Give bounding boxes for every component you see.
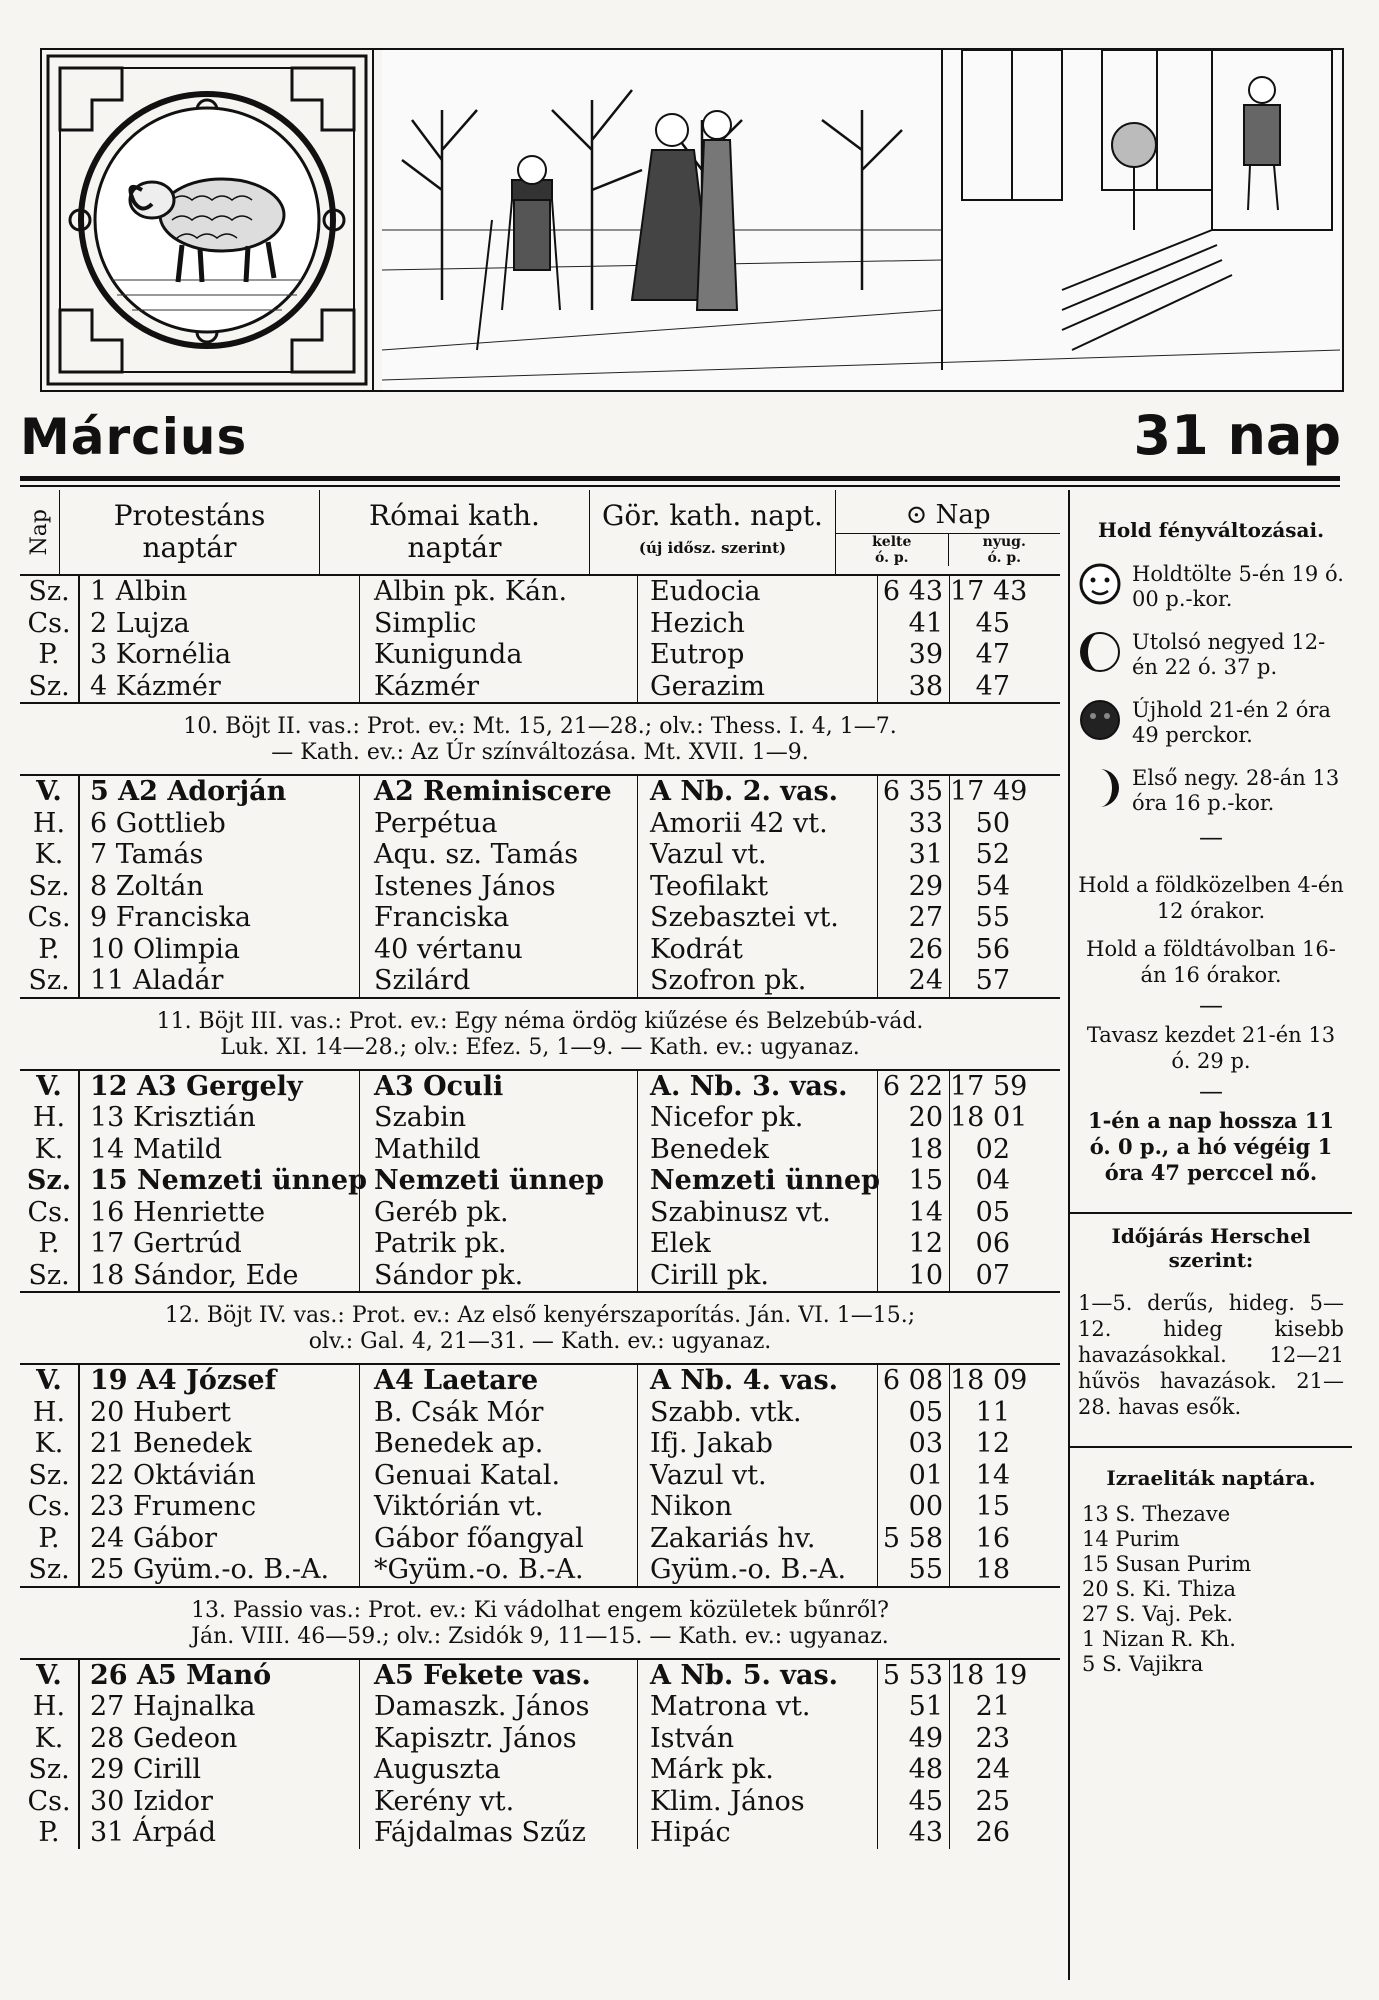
header-day: Nap (20, 490, 60, 574)
note-line: Ján. VIII. 46—59.; olv.: Zsidók 9, 11—15. — Kath. ev.: ugyanaz. (191, 1623, 889, 1649)
moon-phases-list (1070, 554, 1352, 826)
moon-phase-item (1070, 758, 1352, 826)
cell-r: Szilárd (360, 965, 638, 997)
cell-r: Viktórián vt. (360, 1491, 638, 1523)
cell-k: 31 (878, 839, 950, 871)
moon-phases-title: Hold fényváltozásai. (1097, 518, 1325, 542)
cell-r: *Gyüm.-o. B.-A. (360, 1554, 638, 1586)
cell-n: 17 59 (950, 1070, 1028, 1102)
cell-k: 5 58 (878, 1523, 950, 1555)
cell-n: 14 (975, 1459, 1010, 1491)
israel-calendar-title: Izraeliták naptára. (1106, 1466, 1316, 1490)
cell-g: Teofilakt (638, 871, 878, 903)
cell-n: 11 (975, 1396, 1010, 1428)
cell-d: P. (20, 1817, 80, 1849)
cell-g: Hezich (638, 608, 878, 640)
cell-d: H. (20, 1691, 80, 1723)
cell-g: Szebasztei vt. (638, 902, 878, 934)
list-item: 1 Nizan R. Kh. (1082, 1627, 1236, 1651)
cell-r: Gábor főangyal (360, 1523, 638, 1555)
calendar-table (20, 490, 1060, 1849)
cell-d: Sz. (20, 1754, 80, 1786)
cell-d: Sz. (20, 576, 80, 608)
full-moon-icon (1078, 562, 1122, 606)
cell-g: A Nb. 4. vas. (638, 1365, 878, 1397)
cell-r: Szabin (360, 1102, 638, 1134)
cell-p: 6 Gottlieb (80, 808, 360, 840)
table-row (20, 1365, 1060, 1397)
cell-d: V. (20, 1660, 80, 1692)
cell-r: A3 Oculi (360, 1071, 638, 1103)
cell-d: Cs. (20, 1491, 80, 1523)
cell-p: 26 A5 Manó (80, 1660, 360, 1692)
cell-n: 18 (975, 1554, 1010, 1585)
cell-n: 23 (975, 1722, 1010, 1754)
list-item: 13 S. Thezave (1082, 1502, 1231, 1526)
cell-d: Sz. (20, 965, 80, 997)
israel-calendar-list (1070, 1502, 1352, 1677)
cell-d: Cs. (20, 608, 80, 640)
cell-g: Nikon (638, 1491, 878, 1523)
apogee-text: Hold a földtávolban 16-án 16 órakor. (1086, 937, 1336, 987)
cell-p: 22 Oktávián (80, 1460, 360, 1492)
cell-n: 57 (975, 965, 1010, 996)
note-line: 13. Passio vas.: Prot. ev.: Ki vádolhat engem közületek bűnről? (191, 1597, 889, 1623)
ram-icon (42, 50, 372, 390)
cell-p: 14 Matild (80, 1134, 360, 1166)
cell-p: 8 Zoltán (80, 871, 360, 903)
moon-phase-item (1070, 554, 1352, 622)
first-quarter-icon (1078, 766, 1122, 810)
cell-p: 17 Gertrúd (80, 1228, 360, 1260)
cell-p: 10 Olimpia (80, 934, 360, 966)
header-greek: Gör. kath. napt. (új idősz. szerint) (590, 490, 836, 574)
table-row (20, 1554, 1060, 1586)
cell-g: Szabinusz vt. (638, 1197, 878, 1229)
table-row (20, 839, 1060, 871)
cell-r: Perpétua (360, 808, 638, 840)
cell-n: 07 (975, 1259, 1010, 1291)
cell-d: V. (20, 776, 80, 808)
cell-g: Cirill pk. (638, 1260, 878, 1292)
cell-p: 28 Gedeon (80, 1723, 360, 1755)
cell-k: 20 (878, 1102, 950, 1134)
cell-g: Márk pk. (638, 1754, 878, 1786)
table-row (20, 965, 1060, 997)
table-row (20, 1754, 1060, 1786)
cell-g: Eutrop (638, 639, 878, 671)
spring-text: Tavasz kezdet 21-én 13 ó. 29 p. (1086, 1023, 1336, 1073)
cell-g: Szabb. vtk. (638, 1397, 878, 1429)
cell-r: Kapisztr. János (360, 1723, 638, 1755)
cell-g: Amorii 42 vt. (638, 808, 878, 840)
cell-r: Genuai Katal. (360, 1460, 638, 1492)
header-sun: ⊙ Nap kelte ó. p. nyug. ó. p. (836, 490, 1060, 574)
cell-n: 12 (975, 1428, 1010, 1459)
table-row (20, 934, 1060, 966)
cell-g: Vazul vt. (638, 1460, 878, 1492)
cell-r: A2 Reminiscere (360, 776, 638, 808)
cell-r: Nemzeti ünnep (360, 1165, 638, 1197)
table-row (20, 1817, 1060, 1849)
cell-k: 39 (878, 639, 950, 671)
cell-k: 05 (878, 1397, 950, 1429)
cell-p: 1 Albin (80, 576, 360, 608)
cell-n: 26 (975, 1817, 1010, 1848)
cell-d: V. (20, 1365, 80, 1397)
cell-p: 25 Gyüm.-o. B.-A. (80, 1554, 360, 1586)
cell-d: K. (20, 1428, 80, 1460)
cell-k: 38 (878, 671, 950, 703)
list-item: 27 S. Vaj. Pek. (1082, 1602, 1234, 1626)
table-row (20, 1228, 1060, 1260)
table-row (20, 639, 1060, 671)
cell-g: A Nb. 2. vas. (638, 776, 878, 808)
cell-g: Gyüm.-o. B.-A. (638, 1554, 878, 1586)
cell-g: Gerazim (638, 671, 878, 703)
cell-d: Cs. (20, 902, 80, 934)
cell-n: 05 (975, 1196, 1010, 1228)
cell-p: 29 Cirill (80, 1754, 360, 1786)
cell-k: 49 (878, 1723, 950, 1755)
list-item: 14 Purim (1082, 1527, 1180, 1551)
sunday-reading-note (20, 1588, 1060, 1660)
cell-n: 50 (975, 807, 1010, 839)
table-row (20, 1491, 1060, 1523)
cell-p: 3 Kornélia (80, 639, 360, 671)
last-quarter-icon (1078, 630, 1122, 674)
cell-p: 18 Sándor, Ede (80, 1260, 360, 1292)
note-line: olv.: Gal. 4, 21—31. — Kath. ev.: ugyanaz. (308, 1329, 772, 1354)
sidebar: Hold fényváltozásai. Holdtölte 5-én 19 ó. 00 p.-kor. Utolsó negyed 12-én 22 ó. 37 p. Újhold 21-én 2 óra 49 perckor. Első negy. 28-án 13 óra 16 p.-kor. — Hold a földközelben 4-én 12 órakor. Hold a földtávolban 16-án 16 órakor. — Tavasz kezdet 21-én 13 ó. 29 p. — 1-én a nap hossza 11 ó. 0 p., a hó végéig 1 óra 47 perccel nő. Időjárás Herschel szerint: 1—5. derűs, hideg. 5—12. hideg kisebb havazásokkal. 12—21 hűvös havazások. 21—28. havas esők. Izraeliták naptára. 13 S. Thezave 14 Purim 15 Susan Purim 20 S. Ki. Thiza 27 S. Vaj. Pek. 1 Nizan R. Kh. 5 S. Vajikra (1068, 490, 1352, 1980)
cell-g: Klim. János (638, 1786, 878, 1818)
days-count: 31 nap (1133, 404, 1341, 467)
cell-d: H. (20, 1102, 80, 1134)
table-row (20, 1397, 1060, 1429)
table-row (20, 1165, 1060, 1197)
cell-p: 31 Árpád (80, 1817, 360, 1849)
table-row (20, 1723, 1060, 1755)
table-row (20, 902, 1060, 934)
cell-k: 33 (878, 808, 950, 840)
cell-r: Simplic (360, 608, 638, 640)
cell-d: Cs. (20, 1197, 80, 1229)
table-row (20, 871, 1060, 903)
table-row (20, 1523, 1060, 1555)
divider (20, 476, 1340, 481)
cell-n: 02 (975, 1133, 1010, 1165)
cell-r: Kerény vt. (360, 1786, 638, 1818)
cell-d: Cs. (20, 1786, 80, 1818)
cell-n: 17 43 (950, 576, 1028, 607)
note-line: 11. Böjt III. vas.: Prot. ev.: Egy néma ördög kiűzése és Belzebúb-vád. (156, 1008, 924, 1034)
sun-icon: ⊙ (905, 499, 928, 530)
header-catholic: Római kath. naptár (320, 490, 590, 574)
cell-n: 15 (975, 1491, 1010, 1522)
cell-k: 51 (878, 1691, 950, 1723)
table-header (20, 490, 1060, 576)
cell-d: Sz. (20, 1554, 80, 1586)
table-row (20, 1691, 1060, 1723)
cell-p: 19 A4 József (80, 1365, 360, 1397)
cell-k: 15 (878, 1165, 950, 1197)
weather-text: 1—5. derűs, hideg. 5—12. hideg kisebb havazásokkal. 12—21 hűvös havazások. 21—28. havas esők. (1078, 1291, 1344, 1419)
note-line: 10. Böjt II. vas.: Prot. ev.: Mt. 15, 21—28.; olv.: Thess. I. 4, 1—7. (183, 714, 897, 739)
table-row (20, 576, 1060, 608)
table-row (20, 1786, 1060, 1818)
header-illustration (40, 48, 1344, 392)
cell-n: 55 (975, 902, 1010, 933)
week-block (20, 1365, 1060, 1588)
sunday-reading-note (20, 999, 1060, 1071)
sunday-reading-note (20, 1293, 1060, 1365)
cell-p: 11 Aladár (80, 965, 360, 997)
cell-k: 6 22 (878, 1071, 950, 1103)
note-line: 12. Böjt IV. vas.: Prot. ev.: Az első kenyérszaporítás. Ján. VI. 1—15.; (164, 1303, 916, 1328)
cell-p: 24 Gábor (80, 1523, 360, 1555)
cell-g: Ifj. Jakab (638, 1428, 878, 1460)
cell-p: 23 Frumenc (80, 1491, 360, 1523)
cell-d: P. (20, 639, 80, 671)
week-block (20, 576, 1060, 704)
table-row (20, 1134, 1060, 1166)
cell-n: 18 01 (950, 1102, 1028, 1133)
cell-k: 01 (878, 1460, 950, 1492)
cell-r: Istenes János (360, 871, 638, 903)
week-block (20, 1660, 1060, 1849)
week-block (20, 1071, 1060, 1294)
weeks-container (20, 576, 1060, 1849)
cell-d: Sz. (20, 1165, 80, 1197)
cell-r: 40 vértanu (360, 934, 638, 966)
moon-phase-item (1070, 622, 1352, 690)
cell-k: 03 (878, 1428, 950, 1460)
table-row (20, 776, 1060, 808)
table-row (20, 808, 1060, 840)
cell-r: Kunigunda (360, 639, 638, 671)
cell-n: 25 (975, 1785, 1010, 1817)
cell-g: István (638, 1723, 878, 1755)
cell-r: Aqu. sz. Tamás (360, 839, 638, 871)
table-row (20, 1460, 1060, 1492)
cell-k: 5 53 (878, 1660, 950, 1692)
cell-p: 21 Benedek (80, 1428, 360, 1460)
cell-d: Sz. (20, 1460, 80, 1492)
cell-n: 17 49 (950, 776, 1028, 807)
cell-g: Nemzeti ünnep (638, 1165, 878, 1197)
cell-g: Szofron pk. (638, 965, 878, 997)
divider (20, 485, 1340, 487)
cell-d: Sz. (20, 1260, 80, 1292)
cell-r: A5 Fekete vas. (360, 1660, 638, 1692)
cell-n: 18 09 (950, 1365, 1028, 1396)
cell-g: Benedek (638, 1134, 878, 1166)
new-moon-icon (1078, 698, 1122, 742)
table-row (20, 1660, 1060, 1692)
cell-p: 7 Tamás (80, 839, 360, 871)
daylength-text: 1-én a nap hossza 11 ó. 0 p., a hó végéig 1 óra 47 perccel nő. (1087, 1108, 1335, 1185)
cell-n: 47 (975, 639, 1010, 670)
cell-p: 13 Krisztián (80, 1102, 360, 1134)
list-item: 15 Susan Purim (1082, 1552, 1252, 1576)
cell-p: 2 Lujza (80, 608, 360, 640)
cell-n: 04 (975, 1165, 1010, 1196)
table-row (20, 1428, 1060, 1460)
table-row (20, 1197, 1060, 1229)
cell-g: A. Nb. 3. vas. (638, 1071, 878, 1103)
cell-g: Nicefor pk. (638, 1102, 878, 1134)
cell-g: Matrona vt. (638, 1691, 878, 1723)
cell-p: 4 Kázmér (80, 671, 360, 703)
cell-d: K. (20, 839, 80, 871)
cell-g: A Nb. 5. vas. (638, 1660, 878, 1692)
cell-d: K. (20, 1134, 80, 1166)
ram-emblem (42, 50, 374, 390)
cell-p: 15 Nemzeti ünnep (80, 1165, 360, 1197)
cell-n: 06 (975, 1228, 1010, 1259)
cell-d: V. (20, 1071, 80, 1103)
cell-d: H. (20, 808, 80, 840)
cell-g: Kodrát (638, 934, 878, 966)
cell-r: A4 Laetare (360, 1365, 638, 1397)
cell-k: 6 43 (878, 576, 950, 608)
cell-k: 41 (878, 608, 950, 640)
cell-n: 21 (975, 1691, 1010, 1722)
cell-n: 56 (975, 933, 1010, 965)
moon-phase-text: Első negy. 28-án 13 óra 16 p.-kor. (1132, 766, 1340, 815)
cell-k: 45 (878, 1786, 950, 1818)
table-row (20, 1102, 1060, 1134)
cell-k: 29 (878, 871, 950, 903)
cell-r: Sándor pk. (360, 1260, 638, 1292)
cell-d: P. (20, 934, 80, 966)
cell-k: 24 (878, 965, 950, 997)
cell-p: 9 Franciska (80, 902, 360, 934)
cell-g: Elek (638, 1228, 878, 1260)
cell-r: Geréb pk. (360, 1197, 638, 1229)
cell-r: Benedek ap. (360, 1428, 638, 1460)
cell-p: 20 Hubert (80, 1397, 360, 1429)
cell-g: Vazul vt. (638, 839, 878, 871)
cell-n: 18 19 (950, 1659, 1028, 1691)
cell-p: 5 A2 Adorján (80, 776, 360, 808)
cell-g: Hipác (638, 1817, 878, 1849)
cell-n: 47 (975, 670, 1010, 702)
moon-phase-text: Újhold 21-én 2 óra 49 perckor. (1132, 698, 1331, 747)
header-protestant: Protestáns naptár (60, 490, 320, 574)
perigee-text: Hold a földközelben 4-én 12 órakor. (1078, 873, 1344, 923)
weather-title: Időjárás Herschel szerint: (1111, 1224, 1311, 1272)
cell-g: Zakariás hv. (638, 1523, 878, 1555)
cell-k: 55 (878, 1554, 950, 1586)
cell-k: 12 (878, 1228, 950, 1260)
cell-g: Eudocia (638, 576, 878, 608)
cell-p: 16 Henriette (80, 1197, 360, 1229)
cell-n: 16 (975, 1522, 1010, 1554)
cell-r: Mathild (360, 1134, 638, 1166)
table-row (20, 671, 1060, 703)
moon-phase-text: Holdtölte 5-én 19 ó. 00 p.-kor. (1132, 562, 1344, 611)
cell-n: 54 (975, 870, 1010, 902)
note-line: Luk. XI. 14—28.; olv.: Efez. 5, 1—9. — Kath. ev.: ugyanaz. (220, 1034, 860, 1060)
cell-d: Sz. (20, 671, 80, 703)
cell-p: 27 Hajnalka (80, 1691, 360, 1723)
cell-k: 43 (878, 1817, 950, 1849)
cell-r: Kázmér (360, 671, 638, 703)
cell-r: Franciska (360, 902, 638, 934)
cell-k: 26 (878, 934, 950, 966)
cell-r: Albin pk. Kán. (360, 576, 638, 608)
cell-r: Patrik pk. (360, 1228, 638, 1260)
cell-k: 14 (878, 1197, 950, 1229)
cell-n: 24 (975, 1754, 1010, 1785)
cell-d: H. (20, 1397, 80, 1429)
table-row (20, 1260, 1060, 1292)
moon-phase-text: Utolsó negyed 12-én 22 ó. 37 p. (1132, 630, 1326, 679)
cell-k: 10 (878, 1260, 950, 1292)
cell-d: Sz. (20, 871, 80, 903)
month-title: Március (20, 408, 248, 466)
list-item: 5 S. Vajikra (1082, 1652, 1204, 1676)
cell-p: 12 A3 Gergely (80, 1071, 360, 1103)
cell-d: P. (20, 1523, 80, 1555)
cell-k: 6 35 (878, 776, 950, 808)
moon-phase-item (1070, 690, 1352, 758)
table-row (20, 608, 1060, 640)
cell-r: Fájdalmas Szűz (360, 1817, 638, 1849)
cell-r: B. Csák Mór (360, 1397, 638, 1429)
cell-r: Auguszta (360, 1754, 638, 1786)
week-block (20, 776, 1060, 999)
cell-k: 6 08 (878, 1365, 950, 1397)
cell-p: 30 Izidor (80, 1786, 360, 1818)
sunday-reading-note (20, 704, 1060, 776)
cell-n: 45 (975, 607, 1010, 639)
cell-k: 18 (878, 1134, 950, 1166)
cell-k: 27 (878, 902, 950, 934)
cell-d: P. (20, 1228, 80, 1260)
cell-n: 52 (975, 839, 1010, 870)
note-line: — Kath. ev.: Az Úr színváltozása. Mt. XVII. 1—9. (271, 740, 809, 765)
cell-k: 00 (878, 1491, 950, 1523)
cell-k: 48 (878, 1754, 950, 1786)
garden-scene-illustration (382, 50, 1340, 390)
cell-r: Damaszk. János (360, 1691, 638, 1723)
list-item: 20 S. Ki. Thiza (1082, 1577, 1236, 1601)
table-row (20, 1071, 1060, 1103)
cell-d: K. (20, 1723, 80, 1755)
